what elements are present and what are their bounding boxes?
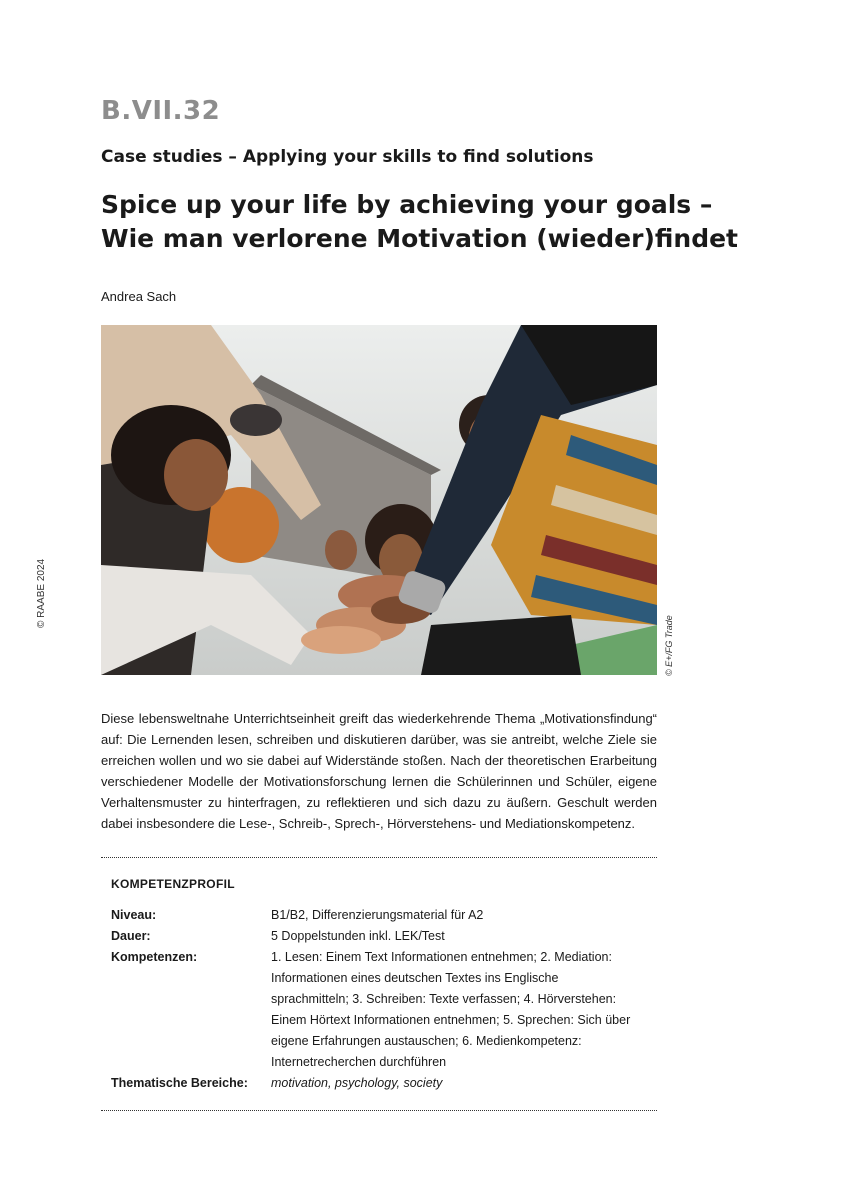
photo-illustration xyxy=(101,325,657,675)
profile-value: 1. Lesen: Einem Text Informationen entnehmen; 2. Mediation: Informationen eines deutschen Textes ins Englische sprachmitteln; 3. Schreiben: Texte verfassen; 4. Hörverstehen: Einem Hörtext Informationen entnehmen; 5. Sprechen: Sich über eigene Erfahrungen austauschen; 6. Medienkompetenz: Internetrecherchen durchführen xyxy=(271,950,631,1069)
author: Andrea Sach xyxy=(101,289,177,304)
photo-credit: © E+/FG Trade xyxy=(664,615,674,676)
profile-label: Dauer: xyxy=(111,929,151,943)
profile-row-kompetenzen xyxy=(111,947,641,1073)
series-subtitle: Case studies – Applying your skills to find solutions xyxy=(101,147,594,167)
profile-heading: KOMPETENZPROFIL xyxy=(111,877,235,891)
profile-value: motivation, psychology, society xyxy=(271,1076,443,1090)
profile-label: Thematische Bereiche: xyxy=(111,1076,248,1090)
unit-code: B.VII.32 xyxy=(101,96,221,126)
profile-value: 5 Doppelstunden inkl. LEK/Test xyxy=(271,929,445,943)
profile-row-dauer xyxy=(111,926,641,947)
title-line-1: Spice up your life by achieving your goals – xyxy=(101,190,713,219)
competence-profile xyxy=(111,877,641,1094)
divider-bottom xyxy=(101,1110,657,1111)
side-copyright: © RAABE 2024 xyxy=(36,558,47,628)
divider-top xyxy=(101,857,657,858)
profile-row-thematische-bereiche xyxy=(111,1073,641,1094)
intro-paragraph: Diese lebensweltnahe Unterrichtseinheit greift das wiederkehrende Thema „Motivationsfindung“ auf: Die Lernenden lesen, schreiben und diskutieren darüber, was sie antreibt, welche Ziele sie erreichen wollen und wo sie dabei auf Widerstände stoßen. Nach der theoretischen Erarbeitung verschiedener Modelle der Motivationsforschung lernen die Schülerinnen und Schüler, eigene Verhaltensmuster zu hinterfragen, zu reflektieren und sich dazu zu äußern. Geschult werden dabei insbesondere die Lese-, Schreib-, Sprech-, Hörverstehens- und Mediationskompetenz. xyxy=(101,711,657,831)
profile-label: Niveau: xyxy=(111,908,157,922)
page-title xyxy=(101,188,741,256)
profile-value: B1/B2, Differenzierungsmaterial für A2 xyxy=(271,908,484,922)
title-line-2: Wie man verlorene Motivation (wieder)findet xyxy=(101,224,739,253)
profile-row-niveau xyxy=(111,905,641,926)
profile-label: Kompetenzen: xyxy=(111,950,198,964)
team-hands-photo xyxy=(101,325,657,675)
